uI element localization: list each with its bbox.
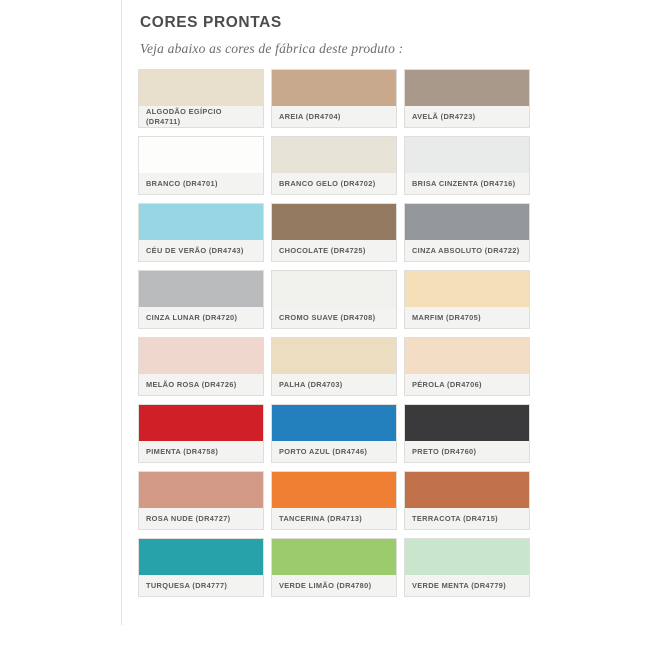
color-chip[interactable] xyxy=(405,405,529,441)
color-swatch[interactable] xyxy=(138,270,264,329)
color-name-label: VERDE LIMÃO (DR4780) xyxy=(279,580,372,590)
color-swatch[interactable] xyxy=(271,270,397,329)
color-name-label: PORTO AZUL (DR4746) xyxy=(279,446,368,456)
color-chip[interactable] xyxy=(405,539,529,575)
color-name-label: CINZA ABSOLUTO (DR4722) xyxy=(412,245,520,255)
color-chip[interactable] xyxy=(139,539,263,575)
color-swatch[interactable] xyxy=(404,538,530,597)
color-swatch[interactable] xyxy=(138,69,264,128)
ready-colors-panel xyxy=(138,14,538,597)
color-chip[interactable] xyxy=(405,204,529,240)
color-swatch[interactable] xyxy=(138,337,264,396)
color-name-label: CROMO SUAVE (DR4708) xyxy=(279,312,376,322)
color-name-label: TERRACOTA (DR4715) xyxy=(412,513,498,523)
color-chip[interactable] xyxy=(139,338,263,374)
vertical-divider xyxy=(121,0,122,625)
color-chip[interactable] xyxy=(405,338,529,374)
color-swatch[interactable] xyxy=(271,337,397,396)
color-swatch[interactable] xyxy=(271,471,397,530)
color-swatch[interactable] xyxy=(404,471,530,530)
color-name-label: AVELÃ (DR4723) xyxy=(412,111,476,121)
color-chip[interactable] xyxy=(272,539,396,575)
color-chip[interactable] xyxy=(272,405,396,441)
page-title: CORES PRONTAS xyxy=(140,14,282,31)
color-name-label: PALHA (DR4703) xyxy=(279,379,343,389)
color-chip[interactable] xyxy=(272,70,396,106)
color-name-label: ROSA NUDE (DR4727) xyxy=(146,513,231,523)
color-swatch[interactable] xyxy=(138,471,264,530)
color-name-label: CHOCOLATE (DR4725) xyxy=(279,245,366,255)
color-swatch[interactable] xyxy=(138,136,264,195)
color-swatch[interactable] xyxy=(138,538,264,597)
color-chip[interactable] xyxy=(139,204,263,240)
color-name-label: PIMENTA (DR4758) xyxy=(146,446,219,456)
color-chip[interactable] xyxy=(139,472,263,508)
color-swatch[interactable] xyxy=(138,404,264,463)
color-swatch[interactable] xyxy=(404,404,530,463)
color-swatch[interactable] xyxy=(138,203,264,262)
color-name-label: VERDE MENTA (DR4779) xyxy=(412,580,507,590)
color-chip[interactable] xyxy=(405,70,529,106)
color-chip[interactable] xyxy=(139,70,263,106)
color-name-label: PÉROLA (DR4706) xyxy=(412,379,482,389)
color-chip[interactable] xyxy=(272,338,396,374)
color-chip[interactable] xyxy=(405,472,529,508)
color-chip[interactable] xyxy=(272,271,396,307)
color-swatch[interactable] xyxy=(271,404,397,463)
color-swatch[interactable] xyxy=(404,69,530,128)
color-swatch[interactable] xyxy=(271,69,397,128)
color-name-label: BRANCO GELO (DR4702) xyxy=(279,178,376,188)
color-name-label: ALGODÃO EGÍPCIO (DR4711) xyxy=(146,106,222,126)
color-name-label: AREIA (DR4704) xyxy=(279,111,341,121)
color-name-label: BRISA CINZENTA (DR4716) xyxy=(412,178,516,188)
color-chip[interactable] xyxy=(139,137,263,173)
color-name-label: CÉU DE VERÃO (DR4743) xyxy=(146,245,244,255)
color-chip[interactable] xyxy=(405,137,529,173)
color-swatch[interactable] xyxy=(404,270,530,329)
color-name-label: TURQUESA (DR4777) xyxy=(146,580,228,590)
color-swatch[interactable] xyxy=(404,136,530,195)
color-chip[interactable] xyxy=(272,137,396,173)
color-swatch-grid xyxy=(138,69,538,597)
color-swatch[interactable] xyxy=(404,203,530,262)
color-chip[interactable] xyxy=(405,271,529,307)
color-chip[interactable] xyxy=(272,472,396,508)
color-swatch[interactable] xyxy=(271,538,397,597)
color-name-label: TANCERINA (DR4713) xyxy=(279,513,363,523)
color-swatch[interactable] xyxy=(271,136,397,195)
color-name-label: PRETO (DR4760) xyxy=(412,446,477,456)
color-name-label: CINZA LUNAR (DR4720) xyxy=(146,312,238,322)
color-swatch[interactable] xyxy=(404,337,530,396)
color-name-label: MARFIM (DR4705) xyxy=(412,312,481,322)
color-name-label: BRANCO (DR4701) xyxy=(146,178,218,188)
color-swatch[interactable] xyxy=(271,203,397,262)
color-name-label: MELÃO ROSA (DR4726) xyxy=(146,379,237,389)
panel-subtitle: Veja abaixo as cores de fábrica deste produto : xyxy=(140,41,404,56)
color-chip[interactable] xyxy=(139,271,263,307)
color-chip[interactable] xyxy=(272,204,396,240)
color-chip[interactable] xyxy=(139,405,263,441)
